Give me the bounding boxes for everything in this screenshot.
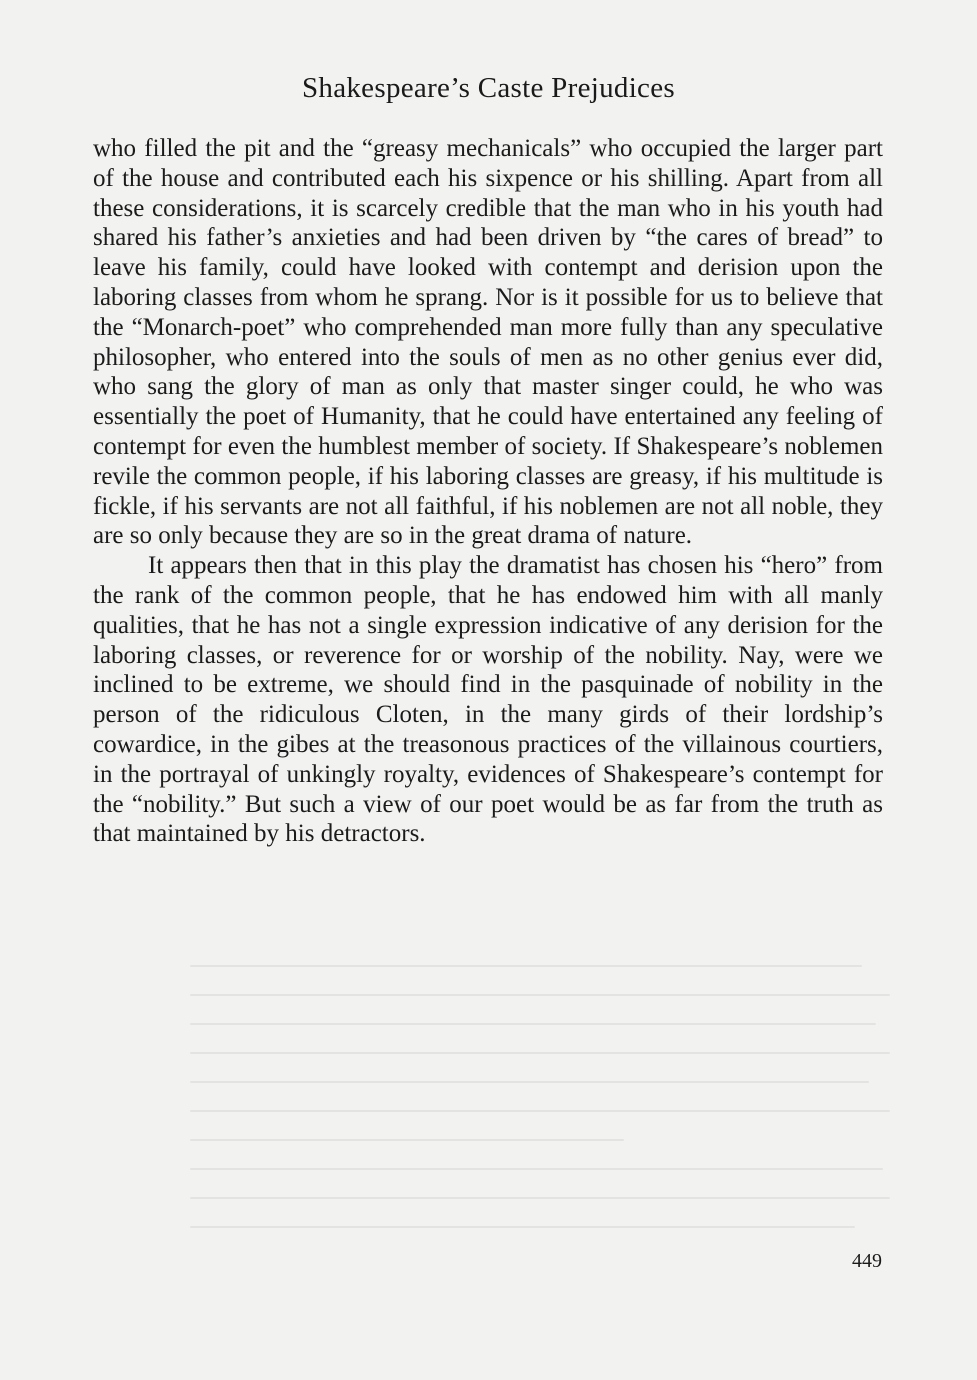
show-through-text bbox=[190, 965, 890, 1265]
page-number: 449 bbox=[852, 1250, 882, 1272]
paragraph-2: It appears then that in this play the dramatist has chosen his “hero” from the rank of the common people, that he has endowed him with all manly qualities, that he has not a single expression indicative of any derision for the laboring classes, or reverence for or worship of the nobility. Nay, were we inclined to be extreme, we should find in the pasquinade of nobility in the person of the ridiculous Cloten, in the many girds of their lordship’s cowardice, in the gibes at the treasonous practices of the villainous courtiers, in the portrayal of unkingly royalty, evidences of Shakespeare’s contempt for the “nobility.” But such a view of our poet would be as far from the truth as that maintained by his detractors. bbox=[93, 552, 883, 848]
running-head: Shakespeare’s Caste Prejudices bbox=[301, 72, 675, 104]
paragraph-1: who filled the pit and the “greasy mechanicals” who occupied the larger part of the house and contributed each his sixpence or his shilling. Apart from all these considerations, it is scarcely credible that the man who in his youth had shared his father’s anxieties and had been driven by “the cares of bread” to leave his family, could have looked with contempt and derision upon the laboring classes from whom he sprang. Nor is it possible for us to believe that the “Monarch-poet” who comprehended man more fully than any speculative philosopher, who entered into the souls of men as no other genius ever did, who sang the glory of man as only that master singer could, he who was essentially the poet of Humanity, that he could have entertained any feeling of contempt for even the humblest member of society. If Shakespeare’s noblemen revile the common people, if his laboring classes are greasy, if his multitude is fickle, if his servants are not all faithful, if his noblemen are not all noble, they are so only because they are so in the great drama of nature. bbox=[93, 135, 883, 550]
body-text bbox=[93, 134, 883, 849]
